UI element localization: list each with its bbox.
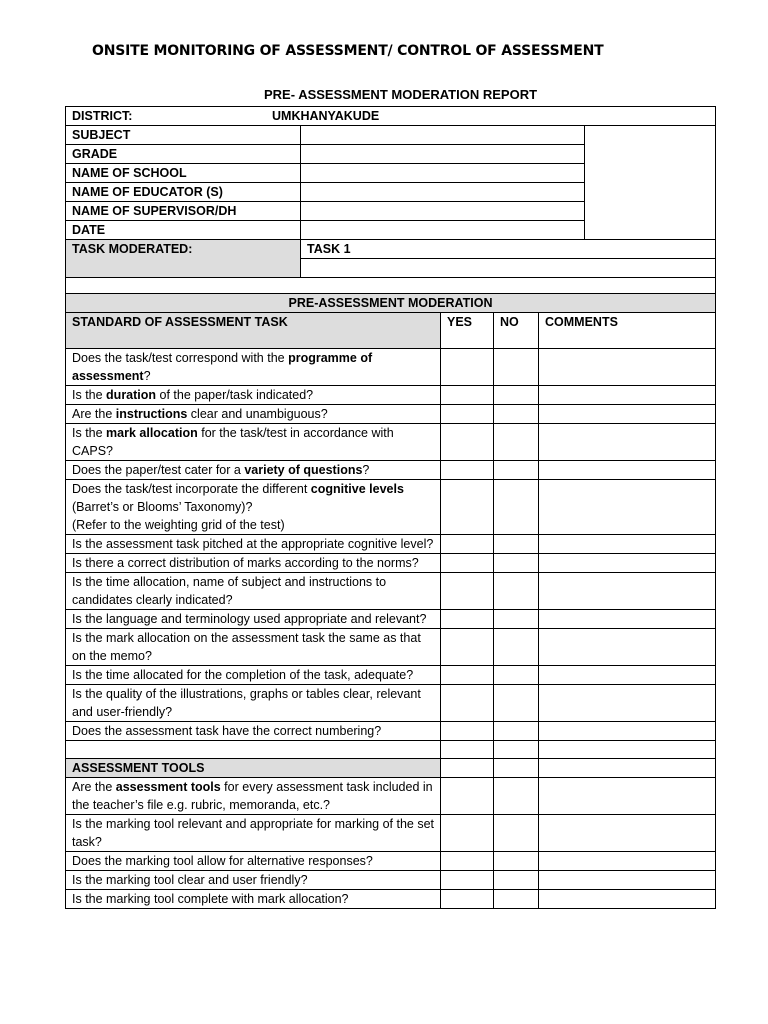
task-moderated-label: TASK MODERATED: xyxy=(66,240,301,278)
question-text: Is the language and terminology used appropriate and relevant? xyxy=(66,610,441,629)
task-moderated-value: TASK 1 xyxy=(301,240,716,259)
educator-label: NAME OF EDUCATOR (S) xyxy=(66,183,301,202)
subject-label: SUBJECT xyxy=(66,126,301,145)
no-cell[interactable] xyxy=(494,610,539,629)
table-row xyxy=(66,554,716,573)
empty-cell xyxy=(66,741,441,759)
question-text: Is the assessment task pitched at the appropriate cognitive level? xyxy=(66,535,441,554)
yes-cell[interactable] xyxy=(441,535,494,554)
table-row xyxy=(66,535,716,554)
yes-cell[interactable] xyxy=(441,461,494,480)
table-row xyxy=(66,890,716,909)
page-heading: ONSITE MONITORING OF ASSESSMENT/ CONTROL OF ASSESSMENT xyxy=(92,43,604,59)
no-cell[interactable] xyxy=(494,480,539,535)
no-cell[interactable] xyxy=(494,629,539,666)
question-text: Is the marking tool relevant and appropriate for marking of the set task? xyxy=(66,815,441,852)
table-row xyxy=(66,386,716,405)
table-row xyxy=(66,778,716,815)
table-row xyxy=(66,349,716,386)
section-title: PRE-ASSESSMENT MODERATION xyxy=(66,294,716,313)
question-text: Does the assessment task have the correct numbering? xyxy=(66,722,441,741)
yes-cell[interactable] xyxy=(441,610,494,629)
comments-cell[interactable] xyxy=(539,852,716,871)
yes-cell[interactable] xyxy=(441,685,494,722)
table-row xyxy=(66,405,716,424)
educator-field[interactable] xyxy=(301,183,585,202)
no-cell[interactable] xyxy=(494,759,539,778)
no-cell[interactable] xyxy=(494,890,539,909)
no-cell[interactable] xyxy=(494,535,539,554)
yes-cell[interactable] xyxy=(441,722,494,741)
subject-field[interactable] xyxy=(301,126,585,145)
yes-cell[interactable] xyxy=(441,424,494,461)
table-row xyxy=(66,666,716,685)
date-field[interactable] xyxy=(301,221,585,240)
question-text: Is the mark allocation for the task/test in accordance with CAPS? xyxy=(66,424,441,461)
question-text: Is the time allocated for the completion of the task, adequate? xyxy=(66,666,441,685)
table-row xyxy=(66,815,716,852)
supervisor-field[interactable] xyxy=(301,202,585,221)
yes-cell[interactable] xyxy=(441,573,494,610)
table-row xyxy=(66,629,716,666)
table-row xyxy=(66,424,716,461)
grade-label: GRADE xyxy=(66,145,301,164)
question-text: Are the assessment tools for every assessment task included in the teacher’s file e.g. rubric, memoranda, etc.? xyxy=(66,778,441,815)
comments-cell[interactable] xyxy=(539,871,716,890)
table-row xyxy=(66,573,716,610)
no-cell[interactable] xyxy=(494,573,539,610)
district-label: DISTRICT: xyxy=(72,109,133,123)
question-text: Is the quality of the illustrations, graphs or tables clear, relevant and user-friendly? xyxy=(66,685,441,722)
table-row xyxy=(66,852,716,871)
no-cell[interactable] xyxy=(494,722,539,741)
question-text: Does the paper/test cater for a variety of questions? xyxy=(66,461,441,480)
supervisor-label: NAME OF SUPERVISOR/DH xyxy=(66,202,301,221)
table-row xyxy=(66,759,716,778)
col-yes: YES xyxy=(441,313,494,349)
no-cell[interactable] xyxy=(494,554,539,573)
yes-cell[interactable] xyxy=(441,890,494,909)
comments-cell[interactable] xyxy=(539,722,716,741)
question-text: Is the mark allocation on the assessment task the same as that on the memo? xyxy=(66,629,441,666)
no-cell[interactable] xyxy=(494,666,539,685)
yes-cell[interactable] xyxy=(441,405,494,424)
yes-cell[interactable] xyxy=(441,852,494,871)
question-text: Is the time allocation, name of subject and instructions to candidates clearly indicated? xyxy=(66,573,441,610)
comments-cell[interactable] xyxy=(539,629,716,666)
no-cell[interactable] xyxy=(494,405,539,424)
table-row xyxy=(66,722,716,741)
comments-cell[interactable] xyxy=(539,573,716,610)
no-cell[interactable] xyxy=(494,424,539,461)
moderation-table xyxy=(65,293,716,909)
comments-cell[interactable] xyxy=(539,554,716,573)
comments-cell[interactable] xyxy=(539,349,716,386)
date-label: DATE xyxy=(66,221,301,240)
no-cell[interactable] xyxy=(494,461,539,480)
table-row xyxy=(66,741,716,759)
yes-cell[interactable] xyxy=(441,741,494,759)
comments-cell[interactable] xyxy=(539,890,716,909)
comments-cell[interactable] xyxy=(539,535,716,554)
comments-cell[interactable] xyxy=(539,386,716,405)
report-title: PRE- ASSESSMENT MODERATION REPORT xyxy=(264,87,538,102)
table-row xyxy=(66,461,716,480)
grade-field[interactable] xyxy=(301,145,585,164)
no-cell[interactable] xyxy=(494,778,539,815)
comments-cell[interactable] xyxy=(539,461,716,480)
school-label: NAME OF SCHOOL xyxy=(66,164,301,183)
yes-cell[interactable] xyxy=(441,349,494,386)
question-text: Does the marking tool allow for alternative responses? xyxy=(66,852,441,871)
district-value: UMKHANYAKUDE xyxy=(272,109,380,123)
comments-cell[interactable] xyxy=(539,610,716,629)
yes-cell[interactable] xyxy=(441,666,494,685)
no-cell[interactable] xyxy=(494,741,539,759)
school-field[interactable] xyxy=(301,164,585,183)
question-text: Are the instructions clear and unambiguous? xyxy=(66,405,441,424)
yes-cell[interactable] xyxy=(441,778,494,815)
comments-cell[interactable] xyxy=(539,405,716,424)
col-no: NO xyxy=(494,313,539,349)
table-row xyxy=(66,871,716,890)
question-text: Does the task/test correspond with the programme of assessment? xyxy=(66,349,441,386)
comments-cell[interactable] xyxy=(539,815,716,852)
comments-cell[interactable] xyxy=(539,685,716,722)
no-cell[interactable] xyxy=(494,685,539,722)
yes-cell[interactable] xyxy=(441,815,494,852)
task-moderated-field[interactable] xyxy=(301,259,716,278)
comments-cell[interactable] xyxy=(539,759,716,778)
school-info-table xyxy=(65,106,716,297)
yes-cell[interactable] xyxy=(441,871,494,890)
comments-cell[interactable] xyxy=(539,480,716,535)
comments-cell[interactable] xyxy=(539,778,716,815)
yes-cell[interactable] xyxy=(441,629,494,666)
no-cell[interactable] xyxy=(494,871,539,890)
question-text: Is the duration of the paper/task indicated? xyxy=(66,386,441,405)
table-row xyxy=(66,685,716,722)
comments-cell[interactable] xyxy=(539,666,716,685)
yes-cell[interactable] xyxy=(441,554,494,573)
col-standard: STANDARD OF ASSESSMENT TASK xyxy=(66,313,441,349)
yes-cell[interactable] xyxy=(441,480,494,535)
no-cell[interactable] xyxy=(494,852,539,871)
table-row xyxy=(66,610,716,629)
question-text: Does the task/test incorporate the different cognitive levels (Barret’s or Blooms’ Taxonomy)? (Refer to the weighting grid of the test) xyxy=(66,480,441,535)
table-row xyxy=(66,480,716,535)
question-text: Is there a correct distribution of marks according to the norms? xyxy=(66,554,441,573)
no-cell[interactable] xyxy=(494,815,539,852)
comments-cell[interactable] xyxy=(539,741,716,759)
comments-cell[interactable] xyxy=(539,424,716,461)
question-text: Is the marking tool complete with mark allocation? xyxy=(66,890,441,909)
yes-cell[interactable] xyxy=(441,759,494,778)
col-comments: COMMENTS xyxy=(539,313,716,349)
no-cell[interactable] xyxy=(494,386,539,405)
district-row xyxy=(66,107,716,126)
no-cell[interactable] xyxy=(494,349,539,386)
yes-cell[interactable] xyxy=(441,386,494,405)
info-side-box xyxy=(585,126,716,240)
question-text: Is the marking tool clear and user friendly? xyxy=(66,871,441,890)
tools-title: ASSESSMENT TOOLS xyxy=(66,759,441,778)
